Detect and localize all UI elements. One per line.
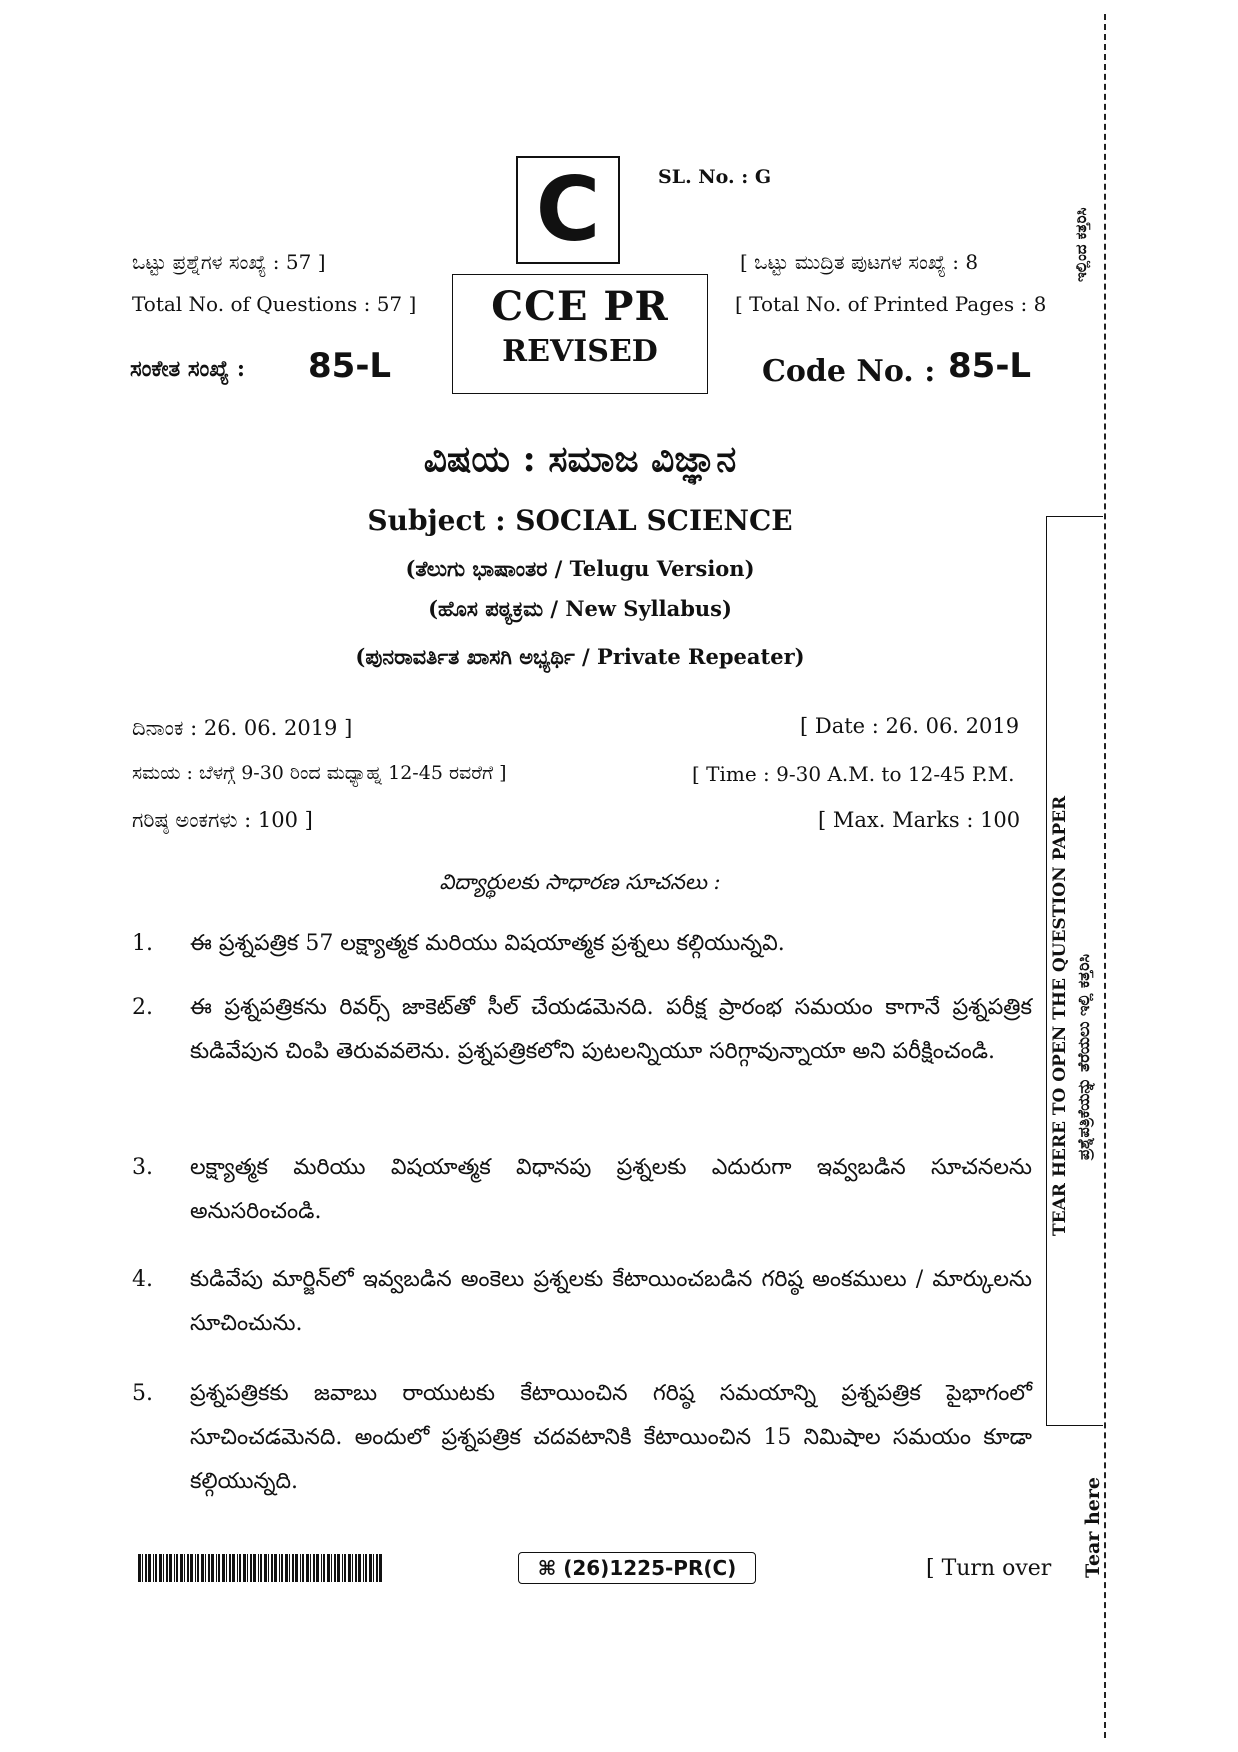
instruction-number: 1. [132, 931, 153, 956]
barcode-bar [358, 1554, 361, 1582]
instruction-item [132, 922, 1032, 966]
barcode-bar [229, 1554, 231, 1582]
barcode-bar [159, 1554, 162, 1582]
barcode-bar [268, 1554, 269, 1582]
instruction-item [132, 986, 1032, 1074]
barcode-bar [148, 1554, 151, 1582]
barcode-bar [166, 1554, 168, 1582]
barcode-bar [222, 1554, 225, 1582]
barcode-bar [180, 1554, 183, 1582]
en-marks: [ Max. Marks : 100 [818, 808, 1021, 832]
barcode-bar [342, 1554, 343, 1582]
kn-date: ದಿನಾಂಕ : 26. 06. 2019 ] [132, 716, 353, 740]
paper-code: ⌘ (26)1225-PR(C) [518, 1552, 756, 1584]
kn-total-pages: [ ಒಟ್ಟು ಮುದ್ರಿತ ಪುಟಗಳ ಸಂಖ್ಯೆ : 8 [740, 250, 979, 274]
en-total-pages: [ Total No. of Printed Pages : 8 [735, 292, 1047, 316]
kn-time: ಸಮಯ : ಬೆಳಗ್ಗೆ 9-30 ರಿಂದ ಮಧ್ಯಾಹ್ನ 12-45 ರವರೆಗೆ ] [132, 762, 507, 784]
barcode-bar [237, 1554, 238, 1582]
barcode-bar [344, 1554, 346, 1582]
barcode-bar [184, 1554, 185, 1582]
barcode-bar [226, 1554, 227, 1582]
barcode-bar [208, 1554, 210, 1582]
barcode-bar [197, 1554, 199, 1582]
barcode-bar [145, 1554, 147, 1582]
barcode-bar [239, 1554, 241, 1582]
barcode-bar [289, 1554, 290, 1582]
kn-subject: ವಿಷಯ : ಸಮಾಜ ವಿಜ್ಞಾನ [423, 438, 737, 480]
barcode-bar [365, 1554, 367, 1582]
barcode-bar [379, 1554, 382, 1582]
barcode-bar [274, 1554, 277, 1582]
barcode-bar [323, 1554, 325, 1582]
barcode-bar [232, 1554, 235, 1582]
instruction-text: ఈ ప్రశ్నపత్రికను రివర్స్ జాకెట్‌తో సీల్ చేయడమెనది. పరీక్ష ప్రారంభ సమయం కాగానే ప్రశ్నపత్రిక కుడివేపున చింపి తెరువవలెను. ప్రశ్నపత్రికలోని పుటలన్నియూ సరిగ్గావున్నాయా అని పరీక్షించండి. [190, 995, 1032, 1064]
en-date: [ Date : 26. 06. 2019 [800, 714, 1020, 738]
tear-here-label: Tear here [1082, 1477, 1104, 1578]
barcode-bar [316, 1554, 319, 1582]
barcode-bar [285, 1554, 288, 1582]
barcode-bar [313, 1554, 315, 1582]
cce-title: CCE PR [491, 283, 669, 330]
barcode-bar [369, 1554, 372, 1582]
en-time: [ Time : 9-30 A.M. to 12-45 P.M. [692, 762, 1015, 786]
barcode-bar [176, 1554, 178, 1582]
instruction-number: 5. [132, 1381, 153, 1406]
barcode-bar [281, 1554, 283, 1582]
barcode-bar [292, 1554, 294, 1582]
barcode-bar [310, 1554, 311, 1582]
barcode-bar [174, 1554, 175, 1582]
barcode-bar [376, 1554, 378, 1582]
tear-instruction-en: TEAR HERE TO OPEN THE QUESTION PAPER [1050, 795, 1070, 1236]
barcode-bar [321, 1554, 322, 1582]
barcode-bar [218, 1554, 220, 1582]
barcode-bar [153, 1554, 154, 1582]
barcode-bar [169, 1554, 172, 1582]
barcode-bar [271, 1554, 273, 1582]
barcode-bar [155, 1554, 157, 1582]
barcode-bar [300, 1554, 301, 1582]
barcode-bar [247, 1554, 248, 1582]
set-letter: C [535, 158, 601, 261]
instruction-text: లక్ష్యాత్మక మరియు విషయాత్మక విధానపు ప్రశ్నలకు ఎదురుగా ఇవ్వబడిన సూచనలను అనుసరించండి. [190, 1155, 1032, 1224]
barcode-bar [363, 1554, 364, 1582]
syllabus-line: (ಹೊಸ ಪಠ್ಯಕ್ರಮ / New Syllabus) [428, 596, 732, 621]
instruction-item [132, 1372, 1032, 1504]
tear-dashed-line [1104, 14, 1106, 1738]
barcode-bar [352, 1554, 353, 1582]
barcode-bar [205, 1554, 206, 1582]
barcode-bar [279, 1554, 280, 1582]
barcode-bar [187, 1554, 189, 1582]
barcode-bar [190, 1554, 193, 1582]
kn-total-questions: ಒಟ್ಟು ಪ್ರಶ್ನೆಗಳ ಸಂಖ್ಯೆ : 57 ] [132, 250, 326, 274]
barcode-bar [138, 1554, 141, 1582]
instruction-text: కుడివేపు మార్జిన్‌లో ఇవ్వబడిన అంకెలు ప్రశ్నలకు కేటాయించబడిన గరిష్ఠ అంకములు / మార్కులను సూచించును. [190, 1267, 1032, 1336]
barcode-bar [295, 1554, 298, 1582]
barcode-bar [258, 1554, 259, 1582]
turn-over-note: [ Turn over [926, 1556, 1052, 1581]
barcode-bar [195, 1554, 196, 1582]
barcode-bar [355, 1554, 357, 1582]
instruction-text: ప్రశ్నపత్రికకు జవాబు రాయుటకు కేటాయించిన గరిష్ఠ సమయాన్ని ప్రశ్నపత్రిక పైభాగంలో సూచించడమెనది. అందులో ప్రశ్నపత్రిక చదవటానికి కేటాయించిన 15 నిమిషాల సమయం కూడా కల్గియున్నది. [190, 1381, 1032, 1494]
side-cut-label: ಇಲ್ಲಿಂದ ಕತ್ತರಿಸಿ [1072, 207, 1090, 282]
barcode-bar [337, 1554, 340, 1582]
set-letter-box [516, 156, 620, 264]
instruction-number: 3. [132, 1155, 153, 1180]
instruction-item [132, 1146, 1032, 1234]
barcode-bar [264, 1554, 267, 1582]
kn-code-label: ಸಂಕೇತ ಸಂಖ್ಯೆ : [130, 356, 246, 382]
en-total-questions: Total No. of Questions : 57 ] [132, 292, 417, 316]
barcode-bar [243, 1554, 246, 1582]
barcode-bar [348, 1554, 351, 1582]
barcode-bar [302, 1554, 304, 1582]
serial-number: SL. No. : G [658, 166, 772, 188]
instruction-number: 4. [132, 1267, 153, 1292]
barcode-bar [331, 1554, 332, 1582]
instruction-text: ఈ ప్రశ్నపత్రిక 57 లక్ష్యాత్మక మరియు విషయాత్మక ప్రశ్నలు కల్గియున్నవి. [190, 931, 785, 956]
barcode-bar [201, 1554, 204, 1582]
barcode-bar [163, 1554, 164, 1582]
barcode-bar [211, 1554, 214, 1582]
version-line: (ತೆಲುಗು ಭಾಷಾಂತರ / Telugu Version) [405, 556, 755, 581]
barcode-bar [250, 1554, 252, 1582]
kn-code-value: 85-L [308, 346, 392, 386]
kn-marks: ಗರಿಷ್ಠ ಅಂಕಗಳು : 100 ] [132, 808, 313, 832]
en-code-value: 85-L [948, 346, 1032, 386]
instruction-item [132, 1258, 1032, 1346]
en-code-label: Code No. : [762, 354, 936, 389]
cce-box [452, 274, 708, 394]
barcode-bar [334, 1554, 336, 1582]
barcode-bar [373, 1554, 374, 1582]
barcode-bar [327, 1554, 330, 1582]
en-subject: Subject : SOCIAL SCIENCE [367, 504, 793, 537]
barcode [138, 1554, 382, 1582]
barcode-bar [253, 1554, 256, 1582]
instructions-title: విద్యార్థులకు సాధారణ సూచనలు : [439, 870, 721, 894]
barcode-bar [306, 1554, 309, 1582]
instruction-number: 2. [132, 995, 153, 1020]
tear-instruction-kn: ಪ್ರಶ್ನೆಪತ್ರಿಕೆಯನ್ನು ತೆರೆಯಲು ಇಲ್ಲಿ ಕತ್ತರಿಸಿ [1074, 953, 1093, 1160]
barcode-bar [260, 1554, 262, 1582]
candidate-line: (ಪುನರಾವರ್ತಿತ ಖಾಸಗಿ ಅಭ್ಯರ್ಥಿ / Private Repeater) [355, 644, 805, 669]
barcode-bar [142, 1554, 143, 1582]
cce-subtitle: REVISED [502, 334, 658, 369]
barcode-bar [216, 1554, 217, 1582]
